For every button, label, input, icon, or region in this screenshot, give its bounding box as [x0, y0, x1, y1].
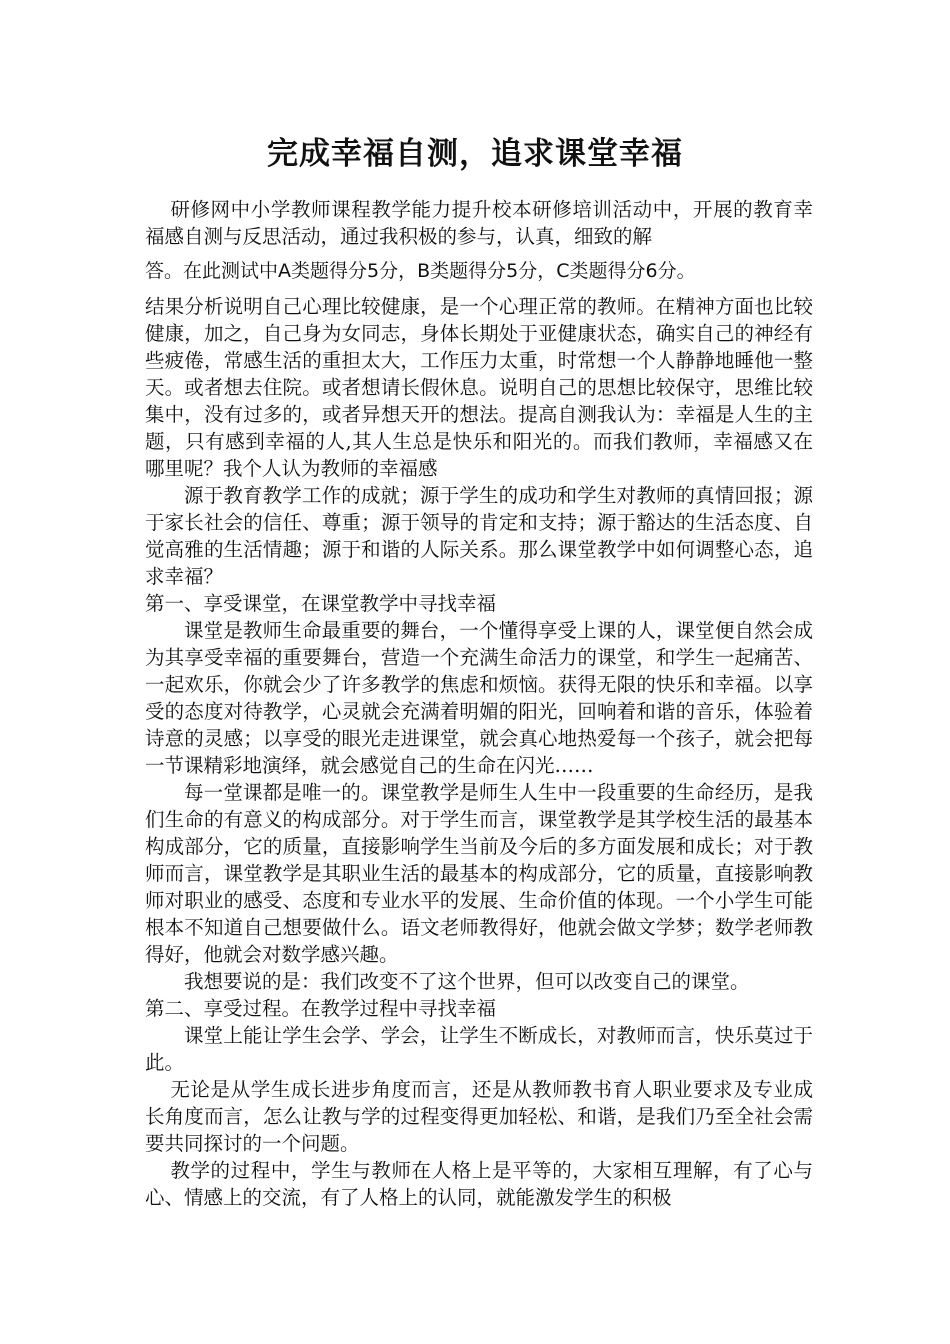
paragraph-sources: 源于教育教学工作的成就；源于学生的成功和学生对教师的真情回报；源于家长社会的信任、尊重；源于领导的肯定和支持；源于豁达的生活态度、自觉高雅的生活情趣；源于和谐的人际关系。那么课堂教学中如何调整心态，追求幸福？ — [145, 484, 813, 588]
paragraph-joy: 课堂上能让学生会学、学会，让学生不断成长，对教师而言，快乐莫过于此。 — [145, 1024, 813, 1074]
paragraph-every-lesson: 每一堂课都是唯一的。课堂教学是师生人生中一段重要的生命经历，是我们生命的有意义的构成部分。对于学生而言，课堂教学是其学校生活的最基本构成部分，它的质量，直接影响学生当前及今后的多方面发展和成长；对于教师而言，课堂教学是其职业生活的最基本的构成部分，它的质量，直接影响教师对职业的感受、态度和专业水平的发展、生命价值的体现。一个小学生可能根本不知道自己想要做什么。语文老师教得好，他就会做文学梦；数学老师教得好，他就会对数学感兴趣。 — [145, 781, 813, 966]
paragraph-growth: 无论是从学生成长进步角度而言，还是从教师教书育人职业要求及专业成长角度而言，怎么让教与学的过程变得更加轻松、和谐，是我们乃至全社会需要共同探讨的一个问题。 — [145, 1078, 813, 1155]
section-heading-1: 第一、享受课堂，在课堂教学中寻找幸福 — [145, 592, 497, 615]
paragraph-analysis: 结果分析说明自己心理比较健康，是一个心理正常的教师。在精神方面也比较健康，加之，自己身为女同志，身体长期处于亚健康状态，确实自己的神经有些疲倦，常感生活的重担太大，工作压力太重，时常想一个人静静地睡他一整天。或者想去住院。或者想请长假休息。说明自己的思想比较保守，思维比较集中，没有过多的，或者异想天开的想法。提高自测我认为：幸福是人生的主题，只有感到幸福的人,其人生总是快乐和阳光的。而我们教师，幸福感又在哪里呢？我个人认为教师的幸福感 — [145, 295, 813, 480]
document-body — [145, 196, 813, 1211]
paragraph-equality: 教学的过程中，学生与教师在人格上是平等的，大家相互理解，有了心与心、情感上的交流，有了人格上的认同，就能激发学生的积极 — [145, 1159, 813, 1209]
paragraph-change: 我想要说的是：我们改变不了这个世界，但可以改变自己的课堂。 — [184, 970, 750, 993]
section-heading-2: 第二、享受过程。在教学过程中寻找幸福 — [145, 997, 497, 1020]
paragraph-classroom: 课堂是教师生命最重要的舞台，一个懂得享受上课的人，课堂便自然会成为其享受幸福的重要舞台，营造一个充满生命活力的课堂，和学生一起痛苦、一起欢乐，你就会少了许多教学的焦虑和烦恼。获得无限的快乐和幸福。以享受的态度对待教学，心灵就会充满着明媚的阳光，回响着和谐的音乐，体验着诗意的灵感；以享受的眼光走进课堂，就会真心地热爱每一个孩子，就会把每一节课精彩地演绎，就会感觉自己的生命在闪光…… — [145, 619, 813, 777]
document-title: 完成幸福自测，追求课堂幸福 — [267, 136, 683, 172]
paragraph-scores: 答。在此测试中A类题得分5分，B类题得分5分，C类题得分6分。 — [145, 260, 696, 282]
paragraph-intro: 研修网中小学教师课程教学能力提升校本研修培训活动中，开展的教育幸福感自测与反思活动，通过我积极的参与，认真，细致的解 — [145, 198, 813, 248]
